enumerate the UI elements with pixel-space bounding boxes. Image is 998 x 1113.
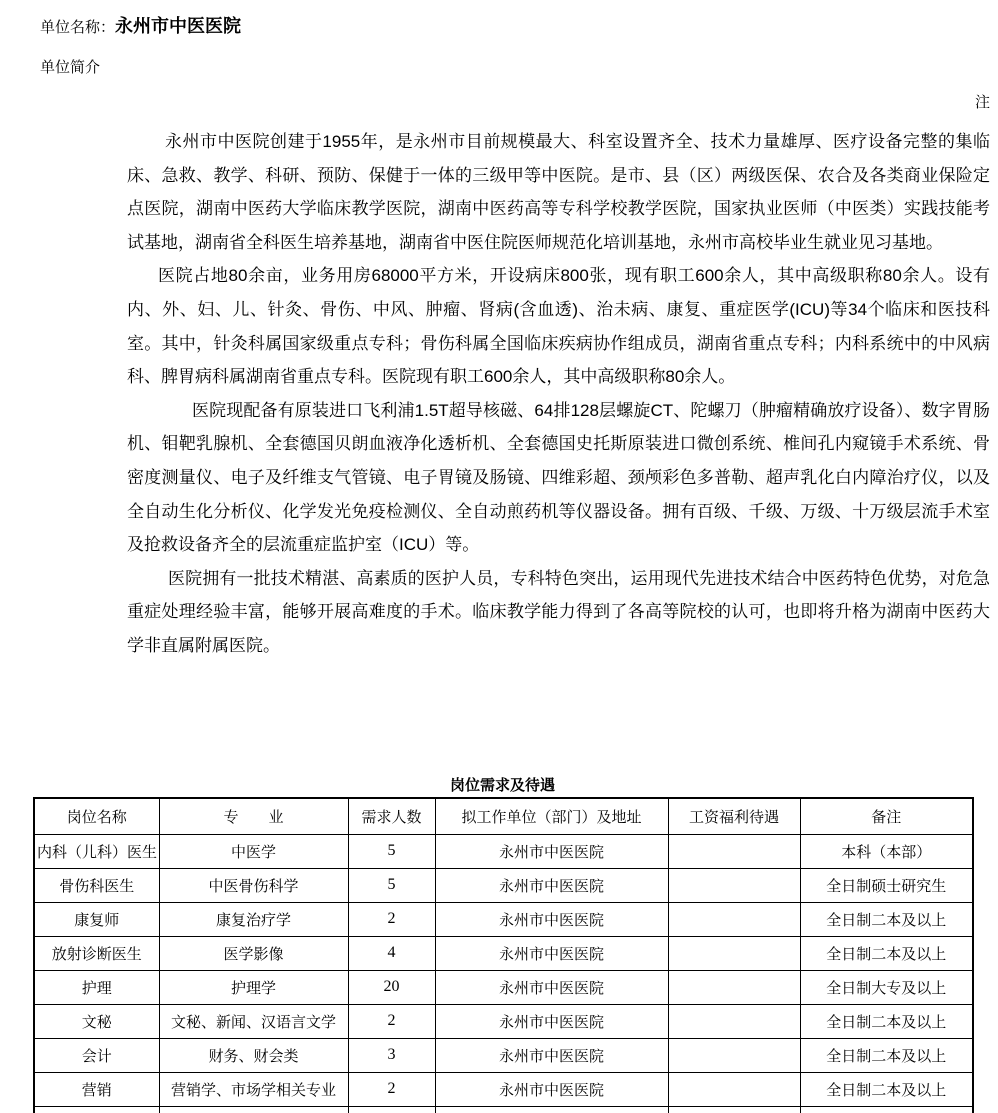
cell-work-unit: 永州市中医医院	[435, 1004, 668, 1038]
cell-position: 护理	[34, 970, 159, 1004]
table-row	[34, 936, 973, 970]
table-row	[34, 868, 973, 902]
cell-remarks: 全日制大专及以上	[800, 970, 973, 1004]
table-row	[34, 970, 973, 1004]
cell-major: 康复治疗学	[159, 902, 348, 936]
table-row	[34, 1072, 973, 1106]
intro-paragraph-staff: 医院拥有一批技术精湛、高素质的医护人员，专科特色突出，运用现代先进技术结合中医药特色优势，对危急重症处理经验丰富，能够开展高难度的手术。临床教学能力得到了各高等院校的认可，也即将升格为湖南中医药大学非直属附属医院。	[127, 568, 990, 655]
intro-block	[127, 125, 990, 663]
column-header-work-unit: 拟工作单位（部门）及地址	[435, 798, 668, 834]
cell-salary	[668, 834, 800, 868]
cell-work-unit: 永州市中医医院	[435, 902, 668, 936]
cell-position: 康复师	[34, 902, 159, 936]
cell-remarks: 全日制二本及以上	[800, 1038, 973, 1072]
section-label-intro: 单位简介	[40, 59, 101, 76]
cell-major: 医学影像	[159, 936, 348, 970]
cell-position	[34, 1106, 159, 1113]
cell-major: 中医骨伤科学	[159, 868, 348, 902]
table-row	[34, 1004, 973, 1038]
cell-headcount	[348, 1106, 435, 1113]
table-row	[34, 834, 973, 868]
column-header-major: 专 业	[159, 798, 348, 834]
cell-work-unit: 永州市中医医院	[435, 834, 668, 868]
note-fragment: 注	[975, 94, 991, 111]
cell-remarks: 全日制二本及以上	[800, 902, 973, 936]
intro-paragraph-history: 永州市中医院创建于1955年，是永州市目前规模最大、科室设置齐全、技术力量雄厚、医疗设备完整的集临床、急救、教学、科研、预防、保健于一体的三级甲等中医院。是市、县（区）两级医保、农合及各类商业保险定点医院，湖南中医药大学临床教学医院，湖南中医药高等专科学校教学医院，国家执业医师（中医类）实践技能考试基地，湖南省全科医生培养基地，湖南省中医住院医师规范化培训基地，永州市高校毕业生就业见习基地。	[127, 132, 990, 252]
intro-paragraph-equipment: 医院现配备有原装进口飞利浦1.5T超导核磁、64排128层螺旋CT、陀螺刀（肿瘤精确放疗设备）、数字胃肠机、钼靶乳腺机、全套德国贝朗血液净化透析机、全套德国史托斯原装进口微创系统、椎间孔内窥镜手术系统、骨密度测量仪、电子及纤维支气管镜、电子胃镜及肠镜、四维彩超、颈颅彩色多普勒、超声乳化白内障治疗仪，以及全自动生化分析仪、化学发光免疫检测仪、全自动煎药机等仪器设备。拥有百级、千级、万级、十万级层流手术室及抢救设备齐全的层流重症监护室（ICU）等。	[127, 400, 990, 555]
intro-paragraph-scale: 医院占地80余亩，业务用房68000平方米，开设病床800张，现有职工600余人，其中高级职称80余人。设有内、外、妇、儿、针灸、骨伤、中风、肿瘤、肾病(含血透)、治未病、康复、重症医学(ICU)等34个临床和医技科室。其中，针灸科属国家级重点专科；骨伤科属全国临床疾病协作组成员，湖南省重点专科；内科系统中的中风病科、脾胃病科属湖南省重点专科。医院现有职工600余人，其中高级职称80余人。	[127, 266, 990, 387]
cell-major: 护理学	[159, 970, 348, 1004]
cell-salary	[668, 1106, 800, 1113]
cell-major: 营销学、市场学相关专业	[159, 1072, 348, 1106]
cell-position: 营销	[34, 1072, 159, 1106]
column-header-position-name: 岗位名称	[34, 798, 159, 834]
cell-headcount: 5	[348, 868, 435, 902]
cell-remarks: 全日制二本及以上	[800, 936, 973, 970]
column-header-headcount: 需求人数	[348, 798, 435, 834]
cell-position: 放射诊断医生	[34, 936, 159, 970]
table-row	[34, 1038, 973, 1072]
cell-headcount: 2	[348, 1004, 435, 1038]
cell-headcount: 2	[348, 902, 435, 936]
cell-position: 文秘	[34, 1004, 159, 1038]
cell-salary	[668, 1004, 800, 1038]
cell-work-unit: 永州市中医医院	[435, 1072, 668, 1106]
cell-major	[159, 1106, 348, 1113]
cell-position: 内科（儿科）医生	[34, 834, 159, 868]
cell-salary	[668, 868, 800, 902]
unit-name-line	[40, 12, 241, 38]
cell-remarks: 本科（本部）	[800, 834, 973, 868]
column-header-salary: 工资福利待遇	[668, 798, 800, 834]
cell-work-unit	[435, 1106, 668, 1113]
column-header-remarks: 备注	[800, 798, 973, 834]
table-header-row	[34, 798, 973, 834]
unit-name-label: 单位名称：	[40, 19, 116, 36]
cell-major: 文秘、新闻、汉语言文学	[159, 1004, 348, 1038]
cell-remarks: 全日制二本及以上	[800, 1072, 973, 1106]
cell-salary	[668, 1038, 800, 1072]
cell-headcount: 20	[348, 970, 435, 1004]
jobs-table	[33, 797, 974, 1113]
cell-work-unit: 永州市中医医院	[435, 970, 668, 1004]
cell-salary	[668, 936, 800, 970]
cell-headcount: 4	[348, 936, 435, 970]
cell-remarks: 全日制硕士研究生	[800, 868, 973, 902]
cell-salary	[668, 902, 800, 936]
cell-headcount: 2	[348, 1072, 435, 1106]
cell-work-unit: 永州市中医医院	[435, 936, 668, 970]
cell-salary	[668, 1072, 800, 1106]
cell-headcount: 3	[348, 1038, 435, 1072]
table-title: 岗位需求及待遇	[449, 777, 555, 794]
cell-salary	[668, 970, 800, 1004]
cell-position: 会计	[34, 1038, 159, 1072]
table-row-clipped	[34, 1106, 973, 1113]
cell-work-unit: 永州市中医医院	[435, 1038, 668, 1072]
cell-major: 中医学	[159, 834, 348, 868]
cell-headcount: 5	[348, 834, 435, 868]
cell-position: 骨伤科医生	[34, 868, 159, 902]
cell-work-unit: 永州市中医医院	[435, 868, 668, 902]
unit-name-value: 永州市中医医院	[115, 16, 242, 36]
cell-remarks	[800, 1106, 973, 1113]
cell-major: 财务、财会类	[159, 1038, 348, 1072]
cell-remarks: 全日制二本及以上	[800, 1004, 973, 1038]
table-row	[34, 902, 973, 936]
